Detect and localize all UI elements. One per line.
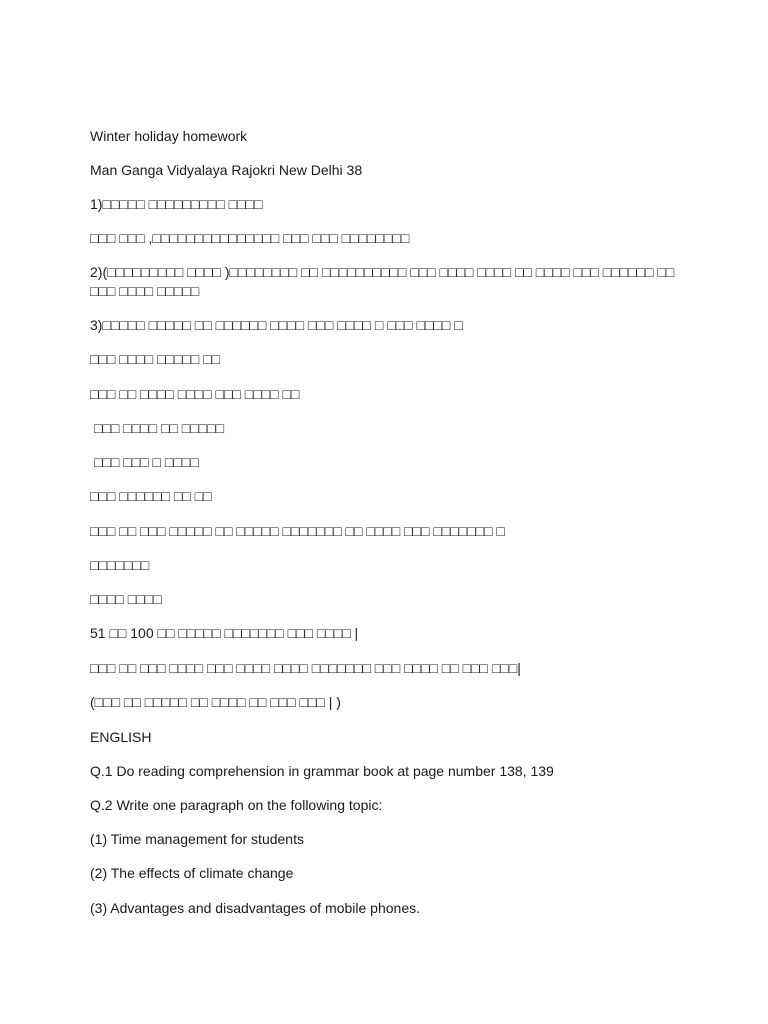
hindi-line: □□□ □□□□ □□□□□ □□ bbox=[90, 351, 221, 367]
school-name: Man Ganga Vidyalaya Rajokri New Delhi 38 bbox=[90, 162, 363, 178]
hindi-line: □□□□ □□□□ bbox=[90, 591, 162, 607]
hindi-item-1-detail: □□□ □□□ ,□□□□□□□□□□□□□□□ □□□ □□□ □□□□□□□□ bbox=[90, 230, 410, 246]
topic-item: (2) The effects of climate change bbox=[90, 865, 294, 881]
hindi-line: □□□ □□□□ □□ □□□□□ bbox=[94, 420, 225, 436]
hindi-item-2: 2)(□□□□□□□□□ □□□□ )□□□□□□□□ □□ □□□□□□□□□□ □□□ □□□□ □□□□ □□ □□□□ □□□ □□□□□□ □□ □□□ □□□□ □□□□□ bbox=[90, 264, 675, 299]
document-title: Winter holiday homework bbox=[90, 128, 248, 144]
hindi-line: 51 □□ 100 □□ □□□□□ □□□□□□□ □□□ □□□□ | bbox=[90, 625, 359, 641]
hindi-line: □□□□□□□ bbox=[90, 557, 150, 573]
topic-item: (1) Time management for students bbox=[90, 831, 304, 847]
hindi-line: □□□ □□ □□□ □□□□ □□□ □□□□ □□□□ □□□□□□□ □□□ □□□□ □□ □□□ □□□| bbox=[90, 660, 521, 676]
hindi-item-1: 1)□□□□□ □□□□□□□□□ □□□□ bbox=[90, 196, 263, 212]
topic-item: (3) Advantages and disadvantages of mobile phones. bbox=[90, 900, 421, 916]
hindi-line: (□□□ □□ □□□□□ □□ □□□□ □□ □□□ □□□ | ) bbox=[90, 694, 341, 710]
english-question-1: Q.1 Do reading comprehension in grammar book at page number 138, 139 bbox=[90, 763, 554, 779]
hindi-line: □□□ □□ □□□ □□□□□ □□ □□□□□ □□□□□□□ □□ □□□□ □□□ □□□□□□□ □ bbox=[90, 523, 505, 539]
english-heading: ENGLISH bbox=[90, 729, 152, 745]
hindi-line: □□□ □□□ □ □□□□ bbox=[94, 454, 199, 470]
hindi-line: □□□ □□ □□□□ □□□□ □□□ □□□□ □□ bbox=[90, 386, 300, 402]
hindi-line: □□□ □□□□□□ □□ □□ bbox=[90, 488, 212, 504]
english-question-2: Q.2 Write one paragraph on the following topic: bbox=[90, 797, 383, 813]
hindi-item-3: 3)□□□□□ □□□□□ □□ □□□□□□ □□□□ □□□ □□□□ □ □□□ □□□□ □ bbox=[90, 317, 463, 333]
